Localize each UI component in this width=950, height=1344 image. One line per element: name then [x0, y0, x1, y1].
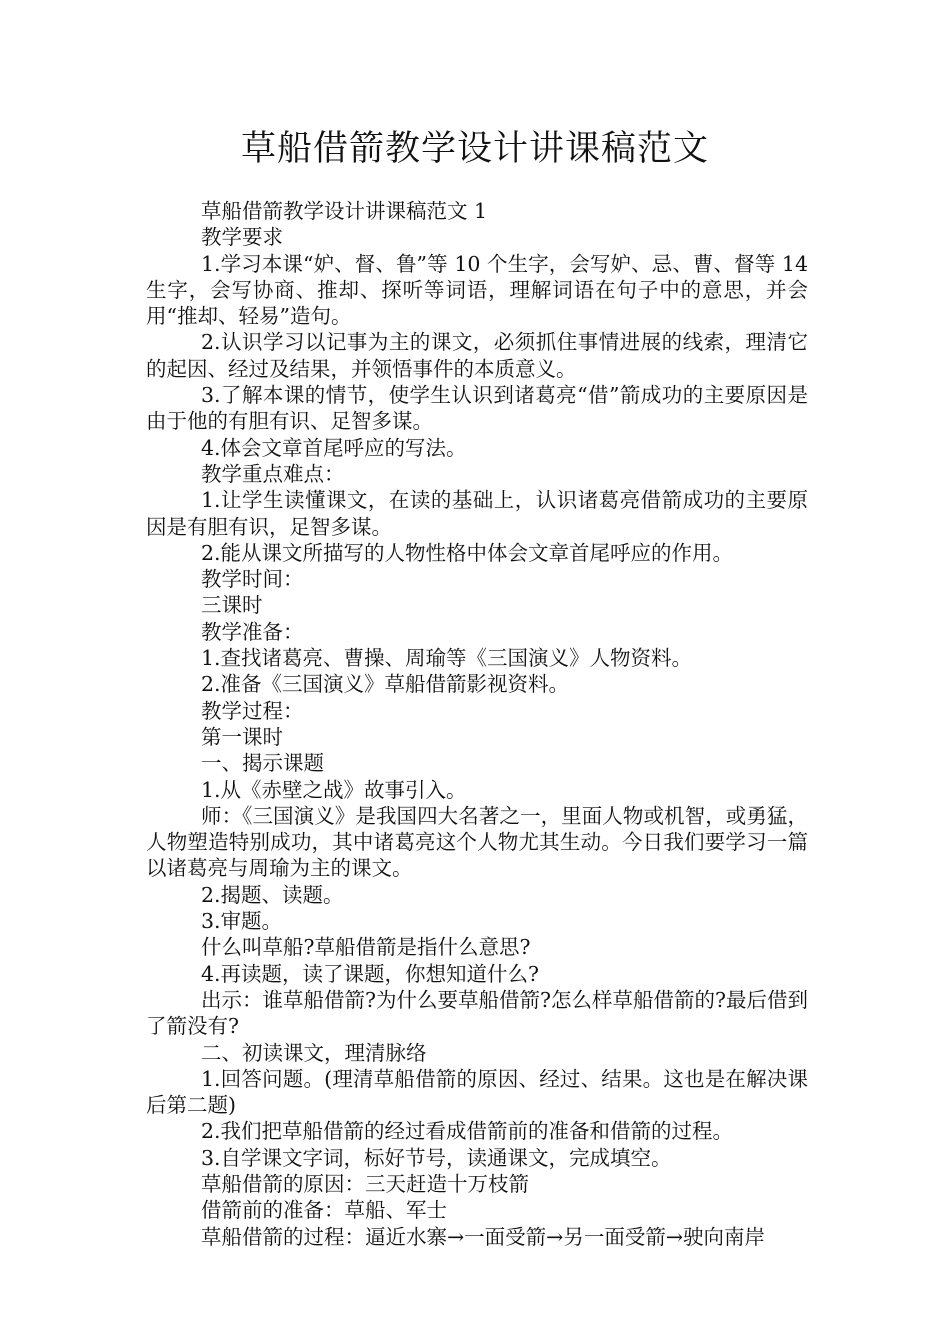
paragraph: 师：《三国演义》是我国四大名著之一，里面人物或机智，或勇猛，人物塑造特别成功，其中诸葛亮这个人物尤其生动。今日我们要学习一篇以诸葛亮与周瑜为主的课文。: [146, 803, 808, 881]
paragraph: 3.审题。: [201, 909, 283, 934]
paragraph: 草船借箭的过程：逼近水寨→一面受箭→另一面受箭→驶向南岸: [201, 1224, 766, 1249]
paragraph: 4.再读题，读了课题，你想知道什么?: [201, 961, 540, 986]
document-title: 草船借箭教学设计讲课稿范文: [240, 129, 709, 169]
section-heading: 教学要求: [201, 225, 283, 250]
section-heading: 第一课时: [201, 724, 283, 749]
section-heading: 教学准备：: [201, 619, 304, 644]
paragraph: 2.能从课文所描写的人物性格中体会文章首尾呼应的作用。: [201, 540, 734, 565]
paragraph: 1.回答问题。(理清草船借箭的原因、经过、结果。这也是在解决课后第二题): [146, 1066, 808, 1118]
paragraph: 3.了解本课的情节，使学生认识到诸葛亮“借”箭成功的主要原因是由于他的有胆有识、足智多谋。: [146, 383, 808, 434]
paragraph: 2.准备《三国演义》草船借箭影视资料。: [201, 672, 570, 697]
paragraph: 3.自学课文字词，标好节号，读通课文，完成填空。: [201, 1145, 672, 1170]
section-heading: 二、初读课文，理清脉络: [201, 1040, 427, 1065]
paragraph: 2.我们把草船借箭的经过看成借箭前的准备和借箭的过程。: [201, 1119, 734, 1144]
paragraph: 2.揭题、读题。: [201, 882, 344, 907]
section-heading: 教学重点难点：: [201, 461, 345, 486]
paragraph: 草船借箭的原因：三天赶造十万枝箭: [201, 1171, 529, 1196]
paragraph: 1.查找诸葛亮、曹操、周瑜等《三国演义》人物资料。: [201, 646, 693, 671]
paragraph: 借箭前的准备：草船、军士: [201, 1198, 447, 1223]
paragraph: 什么叫草船?草船借箭是指什么意思?: [201, 935, 531, 960]
section-heading: 教学时间：: [201, 567, 304, 592]
paragraph: 4.体会文章首尾呼应的写法。: [201, 435, 467, 460]
paragraph: 草船借箭教学设计讲课稿范文 1: [201, 199, 488, 223]
paragraph: 2.认识学习以记事为主的课文，必须抓住事情进展的线索，理清它的起因、经过及结果，并领悟事件的本质意义。: [146, 330, 808, 381]
section-heading: 教学过程：: [201, 698, 304, 723]
section-heading: 一、揭示课题: [201, 751, 324, 776]
paragraph: 1.从《赤壁之战》故事引入。: [201, 777, 467, 802]
paragraph: 1.学习本课“妒、督、鲁”等 10 个生字，会写妒、忌、曹、督等 14 生字，会写协商、推却、探听等词语，理解词语在句子中的意思，并会用“推却、轻易”造句。: [146, 251, 808, 329]
paragraph: 三课时: [201, 593, 263, 618]
paragraph: 1.让学生读懂课文，在读的基础上，认识诸葛亮借箭成功的主要原因是有胆有识，足智多谋。: [146, 488, 808, 539]
paragraph: 出示：谁草船借箭?为什么要草船借箭?怎么样草船借箭的?最后借到了箭没有?: [146, 987, 808, 1039]
document-body: [146, 198, 808, 1250]
